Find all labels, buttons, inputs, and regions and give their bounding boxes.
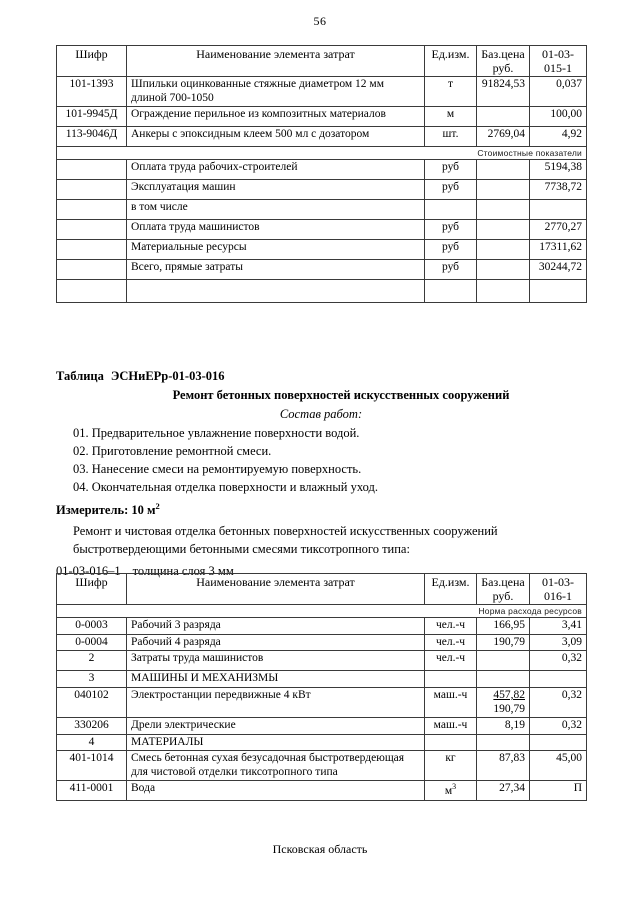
cell-code: 0-0003 xyxy=(57,618,127,635)
header-price-line2: руб. xyxy=(492,61,514,76)
cell-name: Оплата труда рабочих-строителей xyxy=(127,160,425,180)
cell-unit: маш.-ч xyxy=(425,688,477,718)
cell-unit: руб xyxy=(425,220,477,240)
table-1-header-row xyxy=(57,46,587,77)
header-name: Наименование элемента затрат xyxy=(127,574,425,605)
cell-unit-superscript: 3 xyxy=(452,782,457,792)
cell-code: 4 xyxy=(57,734,127,751)
cell-unit: м xyxy=(425,107,477,127)
cell-unit: руб xyxy=(425,180,477,200)
table-row xyxy=(57,634,587,651)
cell-unit xyxy=(425,671,477,688)
band-label: Норма расхода ресурсов xyxy=(57,605,587,618)
cell-price: 87,83 xyxy=(477,751,530,781)
cell-name: Затраты труда машинистов xyxy=(127,651,425,671)
cell-code: 3 xyxy=(57,671,127,688)
header-value: 01-03-016-1 xyxy=(530,574,587,605)
table-row xyxy=(57,618,587,635)
band-row-cost-indicators xyxy=(57,147,587,160)
header-price xyxy=(477,46,530,77)
cell-code xyxy=(57,260,127,280)
cell-unit: чел.-ч xyxy=(425,634,477,651)
cell-unit: т xyxy=(425,77,477,107)
cell-name: Анкеры с эпоксидным клеем 500 мл с дозатором xyxy=(127,127,425,147)
cell-empty xyxy=(530,280,587,303)
cell-empty xyxy=(57,280,127,303)
header-code: Шифр xyxy=(57,574,127,605)
cell-unit xyxy=(425,781,477,800)
cell-code: 0-0004 xyxy=(57,634,127,651)
cell-code: 101-9945Д xyxy=(57,107,127,127)
cell-price xyxy=(477,160,530,180)
cell-unit: кг xyxy=(425,751,477,781)
cell-value: 0,32 xyxy=(530,651,587,671)
cell-code xyxy=(57,180,127,200)
cell-price xyxy=(477,180,530,200)
header-unit: Ед.изм. xyxy=(425,574,477,605)
cell-name: Материальные ресурсы xyxy=(127,240,425,260)
table-row xyxy=(57,718,587,735)
cell-code: 330206 xyxy=(57,718,127,735)
cost-table-01-03-015 xyxy=(56,45,587,303)
header-price-line1: Баз.цена xyxy=(481,47,525,61)
cell-code: 101-1393 xyxy=(57,77,127,107)
table-row xyxy=(57,107,587,127)
table-row xyxy=(57,77,587,107)
table-row xyxy=(57,200,587,220)
band-row-resource-norm xyxy=(57,605,587,618)
cell-unit: маш.-ч xyxy=(425,718,477,735)
table-row xyxy=(57,160,587,180)
cell-price xyxy=(477,734,530,751)
cell-price: 190,79 xyxy=(477,634,530,651)
header-code: Шифр xyxy=(57,46,127,77)
izmeritel-superscript: 2 xyxy=(155,501,160,512)
table-row xyxy=(57,688,587,718)
cell-price: 91824,53 xyxy=(477,77,530,107)
cell-price: 166,95 xyxy=(477,618,530,635)
table-row xyxy=(57,127,587,147)
cell-value: 100,00 xyxy=(530,107,587,127)
cell-value: П xyxy=(530,781,587,800)
cell-name: Рабочий 4 разряда xyxy=(127,634,425,651)
cell-code: 2 xyxy=(57,651,127,671)
cell-price xyxy=(477,107,530,127)
cell-price xyxy=(477,240,530,260)
cell-price: 8,19 xyxy=(477,718,530,735)
table-row xyxy=(57,180,587,200)
cell-price xyxy=(477,651,530,671)
cell-price-secondary: 190,79 xyxy=(493,702,525,715)
cell-name: Эксплуатация машин xyxy=(127,180,425,200)
table-row xyxy=(57,260,587,280)
cell-value: 45,00 xyxy=(530,751,587,781)
cell-code xyxy=(57,200,127,220)
table-row xyxy=(57,651,587,671)
page-footer: Псковская область xyxy=(272,842,368,856)
cell-value: 7738,72 xyxy=(530,180,587,200)
cell-price xyxy=(477,260,530,280)
cell-empty xyxy=(477,280,530,303)
cell-price: 27,34 xyxy=(477,781,530,800)
cell-value: 3,09 xyxy=(530,634,587,651)
cell-code: 040102 xyxy=(57,688,127,718)
table-row xyxy=(57,240,587,260)
cell-name: Оплата труда машинистов xyxy=(127,220,425,240)
cell-empty xyxy=(127,280,425,303)
table-row xyxy=(57,751,587,781)
cell-price xyxy=(477,200,530,220)
cell-code: 113-9046Д xyxy=(57,127,127,147)
izmeritel-label: Измеритель: 10 м xyxy=(56,503,156,518)
cell-price: 2769,04 xyxy=(477,127,530,147)
table-code: ЭСНиЕРр-01-03-016 xyxy=(110,369,225,383)
cell-unit xyxy=(425,734,477,751)
variant-code: 01-03-016–1 xyxy=(56,563,121,578)
variant-text: толщина слоя 3 мм xyxy=(132,563,234,578)
list-item: 02. Приготовление ремонтной смеси. xyxy=(73,444,272,458)
cell-price xyxy=(477,688,530,718)
cell-name: в том числе xyxy=(127,200,425,220)
cell-value: 3,41 xyxy=(530,618,587,635)
cell-name: МАТЕРИАЛЫ xyxy=(127,734,425,751)
cell-name: Шпильки оцинкованные стяжные диаметром 12 мм длиной 700-1050 xyxy=(127,77,425,107)
cell-unit: руб xyxy=(425,260,477,280)
cell-name: Ограждение перильное из композитных материалов xyxy=(127,107,425,127)
cell-value xyxy=(530,671,587,688)
cell-unit: руб xyxy=(425,240,477,260)
cell-value: 0,037 xyxy=(530,77,587,107)
work-name: Ремонт бетонных поверхностей искусственных сооружений xyxy=(172,387,510,402)
section-description xyxy=(56,368,586,580)
page-number: 56 xyxy=(313,14,327,28)
cell-name: Дрели электрические xyxy=(127,718,425,735)
cell-name: Всего, прямые затраты xyxy=(127,260,425,280)
table-row xyxy=(57,734,587,751)
header-unit: Ед.изм. xyxy=(425,46,477,77)
cell-value: 5194,38 xyxy=(530,160,587,180)
cell-value: 17311,62 xyxy=(530,240,587,260)
table-2 xyxy=(56,573,587,801)
table-row xyxy=(57,781,587,800)
sostav-title: Состав работ: xyxy=(279,406,363,421)
table-2-header-row xyxy=(57,574,587,605)
band-label: Стоимостные показатели xyxy=(57,147,587,160)
cell-unit: чел.-ч xyxy=(425,618,477,635)
header-price-line1: Баз.цена xyxy=(481,575,525,589)
cell-unit: чел.-ч xyxy=(425,651,477,671)
list-item: 03. Нанесение смеси на ремонтируемую поверхность. xyxy=(73,461,362,476)
cell-price xyxy=(477,220,530,240)
table-label: Таблица xyxy=(56,369,104,383)
cell-code: 411-0001 xyxy=(57,781,127,800)
list-item: 01. Предварительное увлажнение поверхности водой. xyxy=(73,426,360,441)
cost-table-01-03-016 xyxy=(56,573,587,801)
header-value: 01-03-015-1 xyxy=(530,46,587,77)
cell-code xyxy=(57,240,127,260)
cell-empty xyxy=(425,280,477,303)
cell-unit: руб xyxy=(425,160,477,180)
cell-value: 0,32 xyxy=(530,718,587,735)
cell-name: Рабочий 3 разряда xyxy=(127,618,425,635)
work-steps-list xyxy=(56,425,586,496)
section-body-text: Ремонт и чистовая отделка бетонных поверхностей искусственных сооружений быстротвердеющими бетонными смесями тиксотропного типа: xyxy=(73,524,498,556)
cell-name: Вода xyxy=(127,781,425,800)
cell-price-main: 457,82 xyxy=(493,689,525,702)
header-name: Наименование элемента затрат xyxy=(127,46,425,77)
cell-value: 4,92 xyxy=(530,127,587,147)
cell-value: 30244,72 xyxy=(530,260,587,280)
header-price xyxy=(477,574,530,605)
table-title-line xyxy=(56,368,586,386)
header-price-line2: руб. xyxy=(492,589,514,604)
cell-code xyxy=(57,220,127,240)
cell-name: МАШИНЫ И МЕХАНИЗМЫ xyxy=(127,671,425,688)
cell-unit: шт. xyxy=(425,127,477,147)
table-row xyxy=(57,220,587,240)
list-item: 04. Окончательная отделка поверхности и влажный уход. xyxy=(73,479,378,494)
cell-value xyxy=(530,200,587,220)
table-row xyxy=(57,671,587,688)
table-row-spacer xyxy=(57,280,587,303)
table-1 xyxy=(56,45,587,303)
cell-unit-text: м xyxy=(444,785,453,798)
izmeritel-line xyxy=(56,500,586,520)
cell-value: 2770,27 xyxy=(530,220,587,240)
cell-name: Смесь бетонная сухая безусадочная быстротвердеющая для чистовой отделки тиксотропного типа xyxy=(127,751,425,781)
cell-name: Электростанции передвижные 4 кВт xyxy=(127,688,425,718)
cell-value: 0,32 xyxy=(530,688,587,718)
cell-code xyxy=(57,160,127,180)
cell-value xyxy=(530,734,587,751)
cell-unit xyxy=(425,200,477,220)
cell-price xyxy=(477,671,530,688)
cell-code: 401-1014 xyxy=(57,751,127,781)
